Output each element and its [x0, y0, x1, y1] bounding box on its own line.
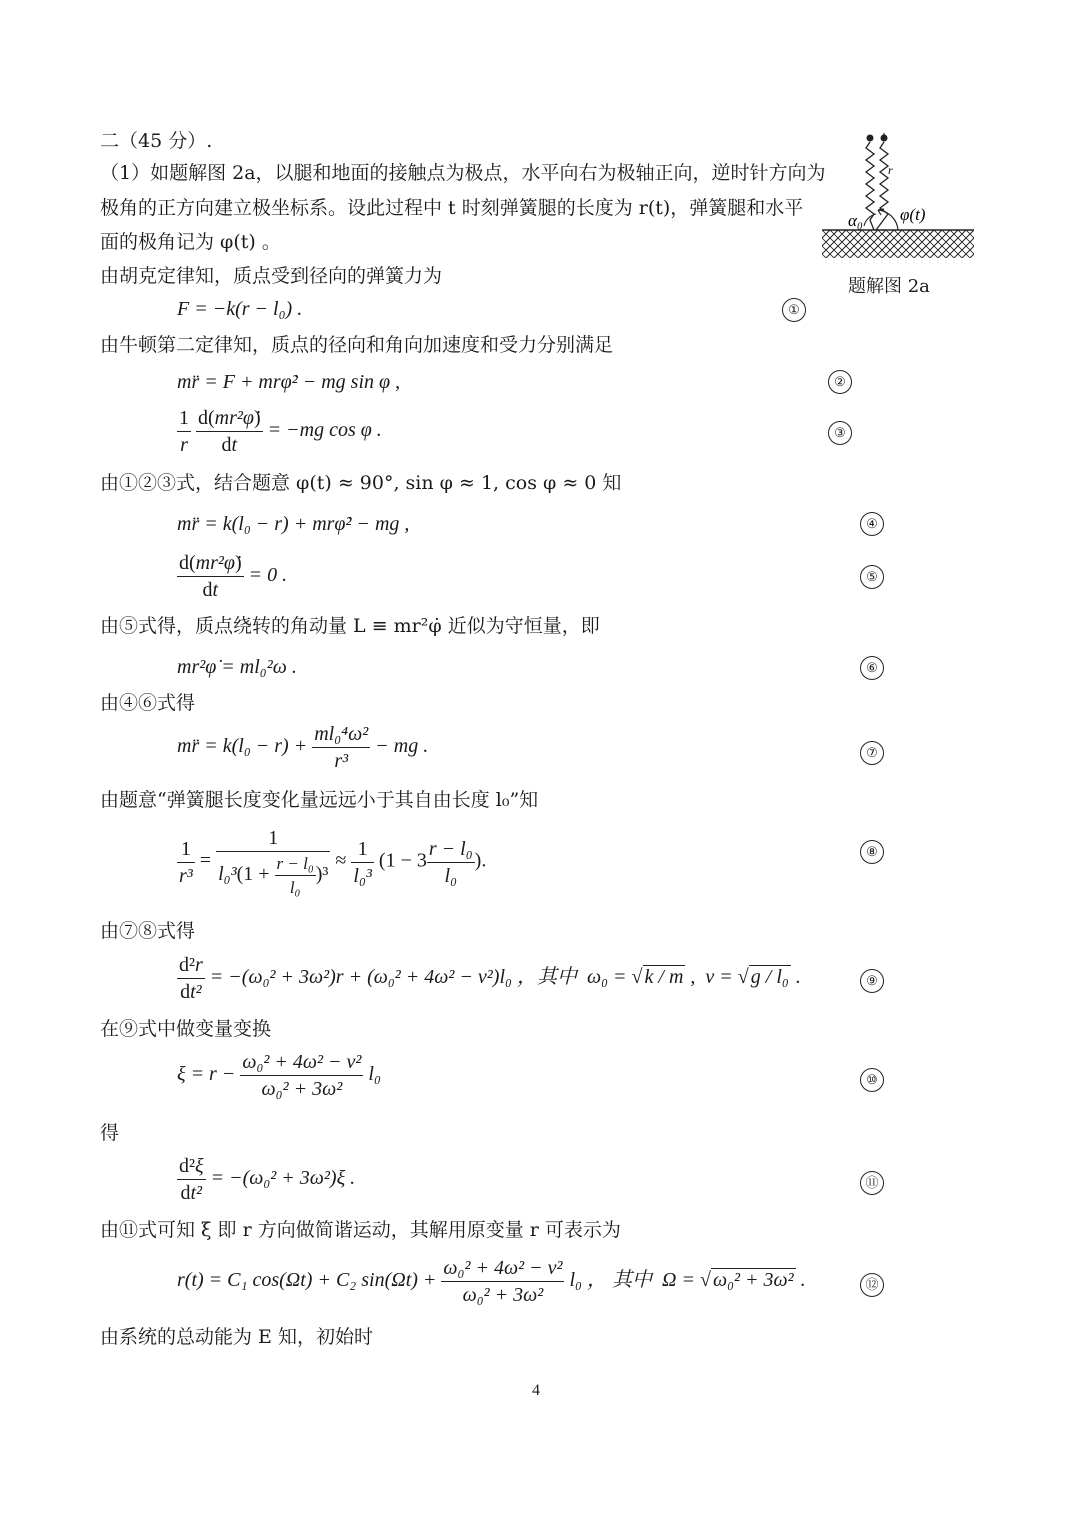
- text-line: 由①②③式，结合题意 φ(t) ≈ 90°, sin φ ≈ 1, cos φ ≈ 0 知: [100, 472, 622, 494]
- label-r: r: [888, 163, 893, 177]
- equation-5: $\frac{\text{d(mr²φ̇)}}{dt}$ = 0 .: [179, 552, 288, 601]
- text-line: 由⑪式可知 ξ 即 r 方向做简谐运动，其解用原变量 r 可表示为: [100, 1219, 621, 1241]
- eq-number: ⑫: [860, 1273, 884, 1297]
- label-alpha: α₀: [848, 211, 863, 230]
- text-line: 得: [100, 1122, 120, 1144]
- mass-point: [867, 135, 874, 142]
- eq-number: ⑦: [860, 741, 884, 765]
- equation-7: mr̈ = k(l₀ − r) + $\frac{\text{ml₀⁴ω²}}{\text{r³}}$ − mg .: [177, 723, 429, 772]
- label-phi: φ(t): [900, 205, 926, 224]
- text-line: 由⑤式得，质点绕转的角动量 L ≡ mr²φ̇ 近似为守恒量，即: [100, 615, 600, 637]
- eq-number: ④: [860, 512, 884, 536]
- equation-11: $\frac{\text{d²ξ}}{\text{dt²}}$ = −(ω₀² + 3ω²)ξ .: [179, 1155, 356, 1204]
- equation-2: mr̈ = F + mrφ̇² − mg sin φ ,: [177, 371, 401, 393]
- spring-2: [876, 142, 888, 230]
- paragraph-line: 面的极角记为 φ(t) 。: [100, 231, 281, 253]
- equation-9: $\frac{\text{d²r}}{\text{dt²}}$ = −(ω₀² + 3ω²)r + (ω₀² + 4ω² − ν²)l₀ ，其中 ω₀ = √ k / m , ν = √ g / l₀ .: [179, 954, 801, 1003]
- equation-1: F = −k(r − l₀) .: [177, 298, 303, 320]
- text-line: 由系统的总动能为 E 知，初始时: [100, 1326, 373, 1348]
- equation-10: ξ = r − $\frac{\text{ω₀² + 4ω² − ν²}}{\text{ω₀² + 3ω²}}$ l₀: [177, 1051, 381, 1100]
- text-line: 由胡克定律知，质点受到径向的弹簧力为: [100, 265, 443, 287]
- equation-6: mr²φ̇ = ml₀²ω .: [177, 656, 297, 678]
- equation-8: $\frac{1}{\text{r³}}$ = 1 l₀³(1 + $\frac{\text{r − l₀}}{\text{l₀}}$ )³ ≈ $\frac{1}{\text{l₀³}}$ (1 − 3 $\frac{\text{r − l₀}}{\text{l₀}}$ ).: [179, 827, 487, 897]
- ground: [822, 230, 974, 258]
- figure-2a: [818, 130, 978, 270]
- eq-number: ⑥: [860, 656, 884, 680]
- eq-number: ②: [828, 370, 852, 394]
- equation-12: r(t) = C₁ cos(Ωt) + C₂ sin(Ωt) + $\frac{\text{ω₀² + 4ω² − ν²}}{\text{ω₀² + 3ω²}}$ l₀ ， 其中 Ω = √ ω₀² + 3ω² .: [177, 1257, 806, 1306]
- equation-4: mr̈ = k(l₀ − r) + mrφ̇² − mg ,: [177, 513, 410, 535]
- eq-number: ⑨: [860, 969, 884, 993]
- text-line: 在⑨式中做变量变换: [100, 1018, 272, 1040]
- eq-number: ⑩: [860, 1068, 884, 1092]
- text-line: 由④⑥式得: [100, 692, 196, 714]
- eq-number: ⑤: [860, 565, 884, 589]
- paragraph-line: 极角的正方向建立极坐标系。设此过程中 t 时刻弹簧腿的长度为 r(t)，弹簧腿和水平: [100, 197, 804, 219]
- eq-number: ③: [828, 421, 852, 445]
- eq-number: ⑪: [860, 1171, 884, 1195]
- eq-number: ①: [782, 298, 806, 322]
- figure-caption: 题解图 2a: [848, 276, 930, 297]
- paragraph-line: （1）如题解图 2a，以腿和地面的接触点为极点，水平向右为极轴正向，逆时针方向为: [100, 162, 826, 184]
- phi-arc: [878, 210, 898, 230]
- text-line: 由⑦⑧式得: [100, 920, 196, 942]
- text-line: 由题意“弹簧腿长度变化量远远小于其自由长度 l₀”知: [100, 789, 539, 811]
- page-number: 4: [532, 1382, 540, 1399]
- equation-3: $\frac{1}{r}$ $\frac{\text{d(mr²φ̇)}}{dt}$ = −mg cos φ .: [179, 407, 382, 456]
- spring-leg-diagram: [818, 130, 978, 265]
- eq-number: ⑧: [860, 840, 884, 864]
- text-line: 由牛顿第二定律知，质点的径向和角向加速度和受力分别满足: [100, 334, 614, 356]
- section-title: 二（45 分）.: [100, 130, 213, 152]
